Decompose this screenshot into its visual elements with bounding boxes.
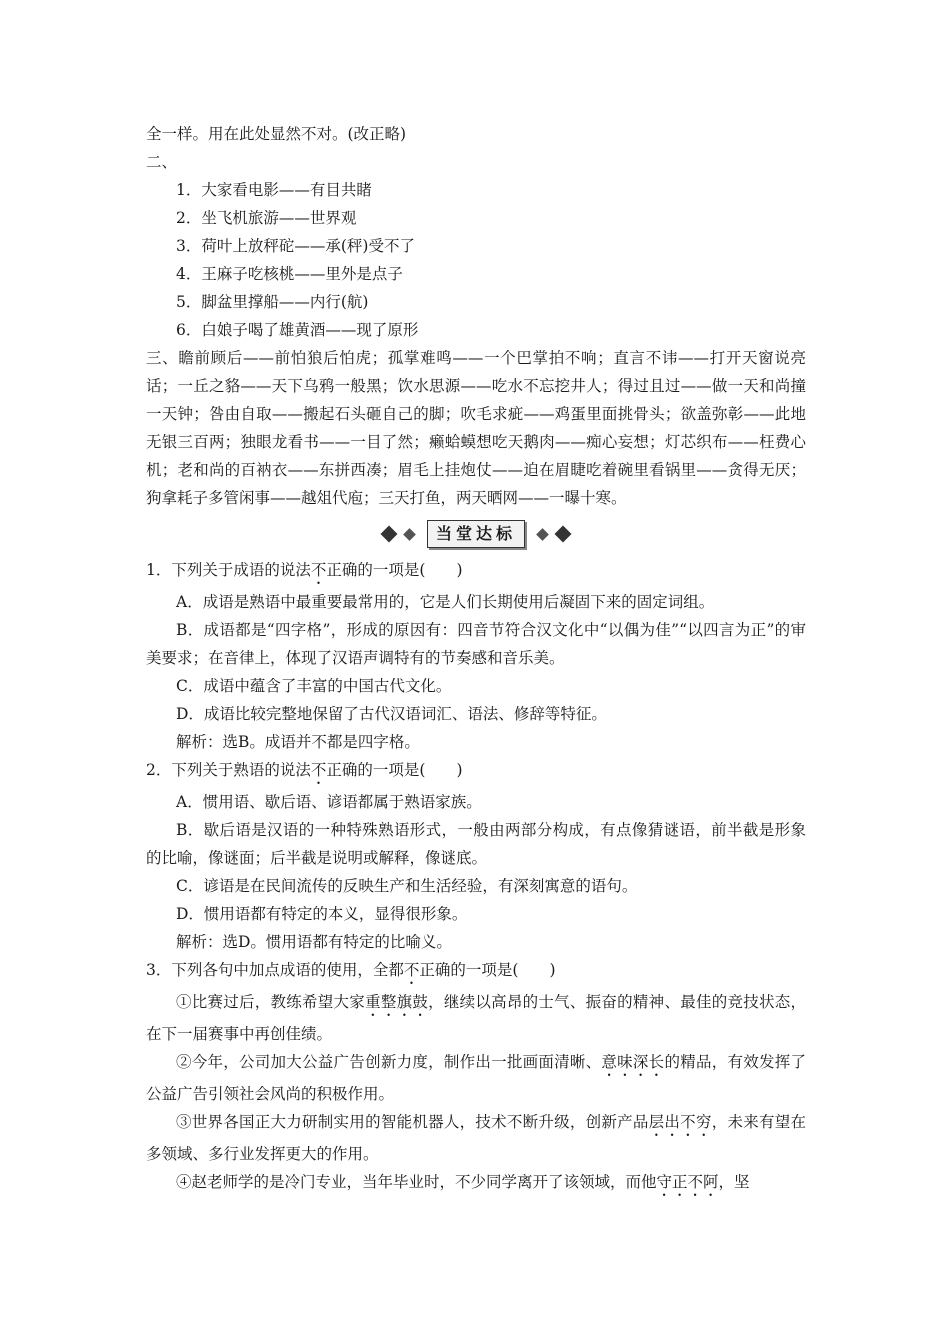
- question-1-stem: 1．下列关于成语的说法不正确的一项是( ): [146, 561, 463, 579]
- emphasized-word: 不: [403, 961, 420, 979]
- emphasized-idiom: 守正不阿: [656, 1173, 719, 1191]
- list-item: 4．王麻子吃核桃——里外是点子: [176, 265, 403, 283]
- option-c: C．成语中蕴含了丰富的中国古代文化。: [176, 677, 452, 695]
- list-item: 6．白娘子喝了雄黄酒——现了原形: [176, 321, 419, 339]
- emphasized-idiom: 重整旗鼓: [365, 993, 429, 1011]
- sentence-3: ③世界各国正大力研制实用的智能机器人，技术不断升级，创新产品层出不穷，未来有望在多领域、多行业发挥更大的作用。: [146, 1113, 806, 1163]
- option-d: D．成语比较完整地保留了古代汉语词汇、语法、修辞等特征。: [176, 705, 607, 723]
- sentence-1: ①比赛过后，教练希望大家重整旗鼓，继续以高昂的士气、振奋的精神、最佳的竞技状态，在下一届赛事中再创佳绩。: [146, 993, 806, 1043]
- list-item: 3．荷叶上放秤砣——承(秤)受不了: [176, 237, 415, 255]
- diamond-icon: [555, 526, 572, 543]
- emphasized-idiom: 意味深长: [601, 1053, 665, 1071]
- emphasized-word: 不: [310, 561, 327, 579]
- text-line: 全一样。用在此处显然不对。(改正略): [146, 125, 407, 143]
- emphasized-idiom: 层出不穷: [648, 1113, 712, 1131]
- option-a: A．成语是熟语中最重要最常用的，它是人们长期使用后凝固下来的固定词组。: [176, 593, 715, 611]
- question-2-stem: 2．下列关于熟语的说法不正确的一项是( ): [146, 761, 463, 779]
- option-a: A．惯用语、歇后语、谚语都属于熟语家族。: [176, 793, 482, 811]
- sentence-2: ②今年，公司加大公益广告创新力度，制作出一批画面清晰、意味深长的精品，有效发挥了公益广告引领社会风尚的积极作用。: [146, 1053, 806, 1103]
- section-3-paragraph: 三、瞻前顾后——前怕狼后怕虎；孤掌难鸣——一个巴掌拍不响；直言不讳——打开天窗说亮话；一丘之貉——天下乌鸦一般黑；饮水思源——吃水不忘挖井人；得过且过——做一天和尚撞一天钟；咎由自取——搬起石头砸自己的脚；吹毛求疵——鸡蛋里面挑骨头；欲盖弥彰——此地无银三百两；独眼龙看书——一目了然；癞蛤蟆想吃天鹅肉——痴心妄想；灯芯织布——枉费心机；老和尚的百衲衣——东拼西凑；眉毛上挂炮仗——迫在眉睫吃着碗里看锅里——贪得无厌；狗拿耗子多管闲事——越俎代庖；三天打鱼，两天晒网——一曝十寒。: [146, 349, 806, 507]
- option-b: B．歇后语是汉语的一种特殊熟语形式，一般由两部分构成，有点像猜谜语，前半截是形象的比喻，像谜面；后半截是说明或解释，像谜底。: [146, 821, 806, 867]
- document-body: [146, 120, 806, 1200]
- list-item: 1．大家看电影——有目共睹: [176, 181, 372, 199]
- banner-title: 当堂达标: [427, 520, 525, 548]
- diamond-icon: [380, 526, 397, 543]
- emphasized-word: 不: [310, 761, 327, 779]
- option-d: D．惯用语都有特定的本义，显得很形象。: [176, 905, 468, 923]
- diamond-icon: [403, 528, 416, 541]
- list-item: 2．坐飞机旅游——世界观: [176, 209, 357, 227]
- section-heading-2: 二、: [146, 153, 178, 171]
- option-c: C．谚语是在民间流传的反映生产和生活经验，有深刻寓意的语句。: [176, 877, 638, 895]
- list-item: 5．脚盆里撑船——内行(航): [176, 293, 369, 311]
- question-3-stem: 3．下列各句中加点成语的使用，全都不正确的一项是( ): [146, 961, 556, 979]
- sentence-4: ④赵老师学的是冷门专业，当年毕业时，不少同学离开了该领域，而他守正不阿，坚: [176, 1173, 750, 1191]
- section-banner: [146, 516, 806, 552]
- option-b: B．成语都是“四字格”，形成的原因有：四音节符合汉文化中“以偶为佳”“以四言为正”的审美要求；在音律上，体现了汉语声调特有的节奏感和音乐美。: [146, 621, 807, 667]
- analysis: 解析：选D。惯用语都有特定的比喻义。: [176, 933, 452, 951]
- diamond-icon: [536, 528, 549, 541]
- analysis: 解析：选B。成语并不都是四字格。: [176, 733, 420, 751]
